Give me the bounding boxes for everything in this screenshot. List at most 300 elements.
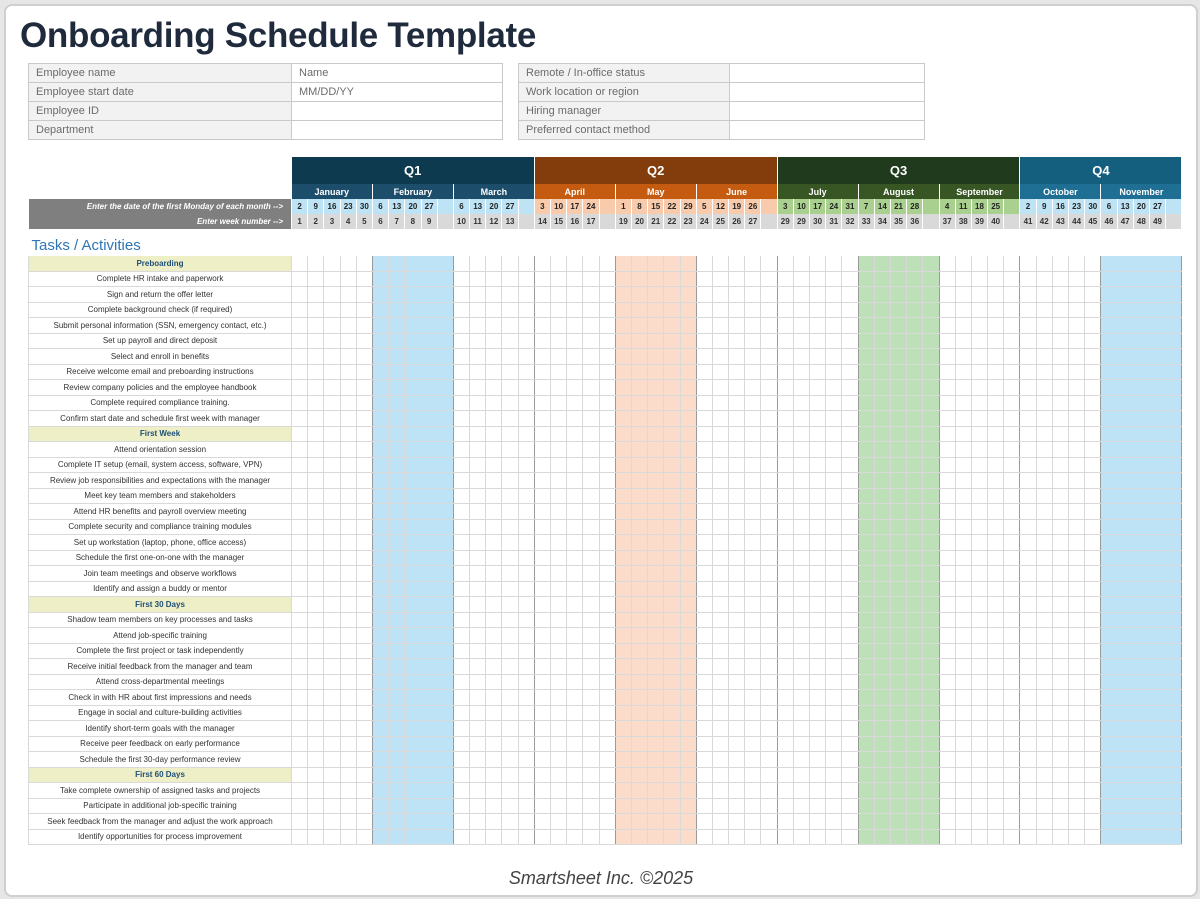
timeline-cell[interactable] <box>761 318 777 334</box>
timeline-cell[interactable] <box>826 488 842 504</box>
task-label[interactable]: Attend job-specific training <box>29 628 292 644</box>
timeline-cell[interactable] <box>1085 612 1101 628</box>
week-number-cell[interactable]: 17 <box>583 214 599 229</box>
timeline-cell[interactable] <box>907 829 923 845</box>
timeline-cell[interactable] <box>1133 783 1149 799</box>
timeline-cell[interactable] <box>729 442 745 458</box>
timeline-cell[interactable] <box>567 442 583 458</box>
timeline-cell[interactable] <box>470 519 486 535</box>
timeline-cell[interactable] <box>389 721 405 737</box>
timeline-cell[interactable] <box>696 783 712 799</box>
week-number-cell[interactable]: 30 <box>810 214 826 229</box>
timeline-cell[interactable] <box>923 628 939 644</box>
timeline-cell[interactable] <box>890 473 906 489</box>
timeline-cell[interactable] <box>421 442 437 458</box>
timeline-cell[interactable] <box>988 256 1004 271</box>
timeline-cell[interactable] <box>890 581 906 597</box>
timeline-cell[interactable] <box>907 752 923 768</box>
timeline-cell[interactable] <box>292 271 308 287</box>
timeline-cell[interactable] <box>858 783 874 799</box>
timeline-cell[interactable] <box>955 504 971 520</box>
timeline-cell[interactable] <box>874 736 890 752</box>
timeline-cell[interactable] <box>810 550 826 566</box>
timeline-cell[interactable] <box>1085 426 1101 442</box>
week-number-cell[interactable]: 40 <box>988 214 1004 229</box>
timeline-cell[interactable] <box>988 442 1004 458</box>
timeline-cell[interactable] <box>907 643 923 659</box>
timeline-cell[interactable] <box>712 411 728 427</box>
timeline-cell[interactable] <box>356 271 372 287</box>
timeline-cell[interactable] <box>437 829 453 845</box>
timeline-cell[interactable] <box>518 674 534 690</box>
timeline-cell[interactable] <box>1133 690 1149 706</box>
timeline-cell[interactable] <box>1069 256 1085 271</box>
timeline-cell[interactable] <box>955 457 971 473</box>
timeline-cell[interactable] <box>631 783 647 799</box>
employee-info-value-field[interactable] <box>292 102 503 121</box>
timeline-cell[interactable] <box>923 721 939 737</box>
timeline-cell[interactable] <box>955 829 971 845</box>
timeline-cell[interactable] <box>518 318 534 334</box>
timeline-cell[interactable] <box>405 550 421 566</box>
timeline-cell[interactable] <box>1036 798 1052 814</box>
timeline-cell[interactable] <box>308 395 324 411</box>
timeline-cell[interactable] <box>405 287 421 303</box>
timeline-cell[interactable] <box>421 426 437 442</box>
timeline-cell[interactable] <box>939 628 955 644</box>
timeline-cell[interactable] <box>826 411 842 427</box>
timeline-cell[interactable] <box>1117 535 1133 551</box>
timeline-cell[interactable] <box>502 395 518 411</box>
timeline-cell[interactable] <box>567 364 583 380</box>
timeline-cell[interactable] <box>551 380 567 396</box>
timeline-cell[interactable] <box>810 333 826 349</box>
timeline-cell[interactable] <box>858 628 874 644</box>
timeline-cell[interactable] <box>470 380 486 396</box>
week-number-cell[interactable]: 34 <box>874 214 890 229</box>
timeline-cell[interactable] <box>583 473 599 489</box>
timeline-cell[interactable] <box>292 550 308 566</box>
timeline-cell[interactable] <box>389 318 405 334</box>
timeline-cell[interactable] <box>955 395 971 411</box>
timeline-cell[interactable] <box>372 721 388 737</box>
week-number-cell[interactable]: 24 <box>696 214 712 229</box>
timeline-cell[interactable] <box>486 380 502 396</box>
timeline-cell[interactable] <box>907 721 923 737</box>
timeline-cell[interactable] <box>486 705 502 721</box>
timeline-cell[interactable] <box>356 721 372 737</box>
timeline-cell[interactable] <box>356 287 372 303</box>
monday-date-cell[interactable]: 6 <box>1101 199 1117 214</box>
timeline-cell[interactable] <box>292 318 308 334</box>
timeline-cell[interactable] <box>551 287 567 303</box>
timeline-cell[interactable] <box>939 535 955 551</box>
task-label[interactable]: Meet key team members and stakeholders <box>29 488 292 504</box>
timeline-cell[interactable] <box>907 287 923 303</box>
timeline-cell[interactable] <box>890 597 906 613</box>
timeline-cell[interactable] <box>955 442 971 458</box>
timeline-cell[interactable] <box>470 752 486 768</box>
timeline-cell[interactable] <box>712 798 728 814</box>
timeline-cell[interactable] <box>696 736 712 752</box>
timeline-cell[interactable] <box>890 721 906 737</box>
timeline-cell[interactable] <box>551 767 567 783</box>
timeline-cell[interactable] <box>1101 364 1117 380</box>
timeline-cell[interactable] <box>1052 535 1068 551</box>
week-number-cell[interactable]: 2 <box>308 214 324 229</box>
timeline-cell[interactable] <box>405 767 421 783</box>
timeline-cell[interactable] <box>842 426 858 442</box>
timeline-cell[interactable] <box>923 752 939 768</box>
timeline-cell[interactable] <box>324 783 340 799</box>
timeline-cell[interactable] <box>534 597 550 613</box>
timeline-cell[interactable] <box>470 333 486 349</box>
timeline-cell[interactable] <box>631 798 647 814</box>
timeline-cell[interactable] <box>874 705 890 721</box>
timeline-cell[interactable] <box>340 612 356 628</box>
timeline-cell[interactable] <box>1149 271 1165 287</box>
timeline-cell[interactable] <box>1052 674 1068 690</box>
timeline-cell[interactable] <box>1052 302 1068 318</box>
timeline-cell[interactable] <box>729 380 745 396</box>
timeline-cell[interactable] <box>356 705 372 721</box>
task-label[interactable]: Attend HR benefits and payroll overview meeting <box>29 504 292 520</box>
timeline-cell[interactable] <box>551 628 567 644</box>
timeline-cell[interactable] <box>405 798 421 814</box>
timeline-cell[interactable] <box>324 287 340 303</box>
timeline-cell[interactable] <box>664 442 680 458</box>
timeline-cell[interactable] <box>292 752 308 768</box>
timeline-cell[interactable] <box>405 721 421 737</box>
timeline-cell[interactable] <box>534 705 550 721</box>
timeline-cell[interactable] <box>939 426 955 442</box>
timeline-cell[interactable] <box>292 504 308 520</box>
timeline-cell[interactable] <box>745 271 761 287</box>
timeline-cell[interactable] <box>615 364 631 380</box>
timeline-cell[interactable] <box>712 767 728 783</box>
timeline-cell[interactable] <box>470 721 486 737</box>
timeline-cell[interactable] <box>599 442 615 458</box>
timeline-cell[interactable] <box>712 736 728 752</box>
timeline-cell[interactable] <box>971 380 987 396</box>
timeline-cell[interactable] <box>664 535 680 551</box>
week-number-cell[interactable]: 43 <box>1052 214 1068 229</box>
timeline-cell[interactable] <box>988 457 1004 473</box>
timeline-cell[interactable] <box>437 271 453 287</box>
timeline-cell[interactable] <box>1133 333 1149 349</box>
timeline-cell[interactable] <box>907 380 923 396</box>
timeline-cell[interactable] <box>437 349 453 365</box>
timeline-cell[interactable] <box>1117 674 1133 690</box>
timeline-cell[interactable] <box>745 535 761 551</box>
timeline-cell[interactable] <box>437 597 453 613</box>
timeline-cell[interactable] <box>470 798 486 814</box>
timeline-cell[interactable] <box>988 736 1004 752</box>
section-label[interactable]: First 30 Days <box>29 597 292 613</box>
timeline-cell[interactable] <box>615 597 631 613</box>
timeline-cell[interactable] <box>567 597 583 613</box>
timeline-cell[interactable] <box>890 674 906 690</box>
timeline-cell[interactable] <box>453 318 469 334</box>
timeline-cell[interactable] <box>1036 643 1052 659</box>
timeline-cell[interactable] <box>664 256 680 271</box>
timeline-cell[interactable] <box>453 767 469 783</box>
timeline-cell[interactable] <box>437 767 453 783</box>
timeline-cell[interactable] <box>761 690 777 706</box>
timeline-cell[interactable] <box>712 519 728 535</box>
timeline-cell[interactable] <box>1101 674 1117 690</box>
timeline-cell[interactable] <box>1085 783 1101 799</box>
timeline-cell[interactable] <box>502 597 518 613</box>
timeline-cell[interactable] <box>292 581 308 597</box>
timeline-cell[interactable] <box>761 550 777 566</box>
timeline-cell[interactable] <box>664 643 680 659</box>
timeline-cell[interactable] <box>696 519 712 535</box>
timeline-cell[interactable] <box>1117 411 1133 427</box>
timeline-cell[interactable] <box>1117 814 1133 830</box>
timeline-cell[interactable] <box>793 690 809 706</box>
timeline-cell[interactable] <box>372 411 388 427</box>
timeline-cell[interactable] <box>745 705 761 721</box>
timeline-cell[interactable] <box>599 674 615 690</box>
timeline-cell[interactable] <box>1166 628 1182 644</box>
timeline-cell[interactable] <box>567 659 583 675</box>
timeline-cell[interactable] <box>793 628 809 644</box>
timeline-cell[interactable] <box>453 519 469 535</box>
timeline-cell[interactable] <box>631 287 647 303</box>
timeline-cell[interactable] <box>971 597 987 613</box>
timeline-cell[interactable] <box>745 395 761 411</box>
timeline-cell[interactable] <box>615 333 631 349</box>
timeline-cell[interactable] <box>1036 829 1052 845</box>
timeline-cell[interactable] <box>664 566 680 582</box>
timeline-cell[interactable] <box>939 473 955 489</box>
timeline-cell[interactable] <box>874 767 890 783</box>
timeline-cell[interactable] <box>729 566 745 582</box>
timeline-cell[interactable] <box>308 411 324 427</box>
timeline-cell[interactable] <box>1020 318 1036 334</box>
timeline-cell[interactable] <box>712 566 728 582</box>
timeline-cell[interactable] <box>372 504 388 520</box>
timeline-cell[interactable] <box>405 612 421 628</box>
timeline-cell[interactable] <box>890 364 906 380</box>
timeline-cell[interactable] <box>421 581 437 597</box>
timeline-cell[interactable] <box>907 302 923 318</box>
timeline-cell[interactable] <box>1052 597 1068 613</box>
timeline-cell[interactable] <box>664 612 680 628</box>
timeline-cell[interactable] <box>955 426 971 442</box>
task-label[interactable]: Identify opportunities for process improvement <box>29 829 292 845</box>
task-label[interactable]: Receive initial feedback from the manager and team <box>29 659 292 675</box>
timeline-cell[interactable] <box>1101 705 1117 721</box>
timeline-cell[interactable] <box>826 504 842 520</box>
timeline-cell[interactable] <box>308 798 324 814</box>
task-label[interactable]: Complete IT setup (email, system access, software, VPN) <box>29 457 292 473</box>
timeline-cell[interactable] <box>567 256 583 271</box>
timeline-cell[interactable] <box>874 519 890 535</box>
timeline-cell[interactable] <box>631 566 647 582</box>
timeline-cell[interactable] <box>340 426 356 442</box>
timeline-cell[interactable] <box>1117 736 1133 752</box>
timeline-cell[interactable] <box>1036 612 1052 628</box>
timeline-cell[interactable] <box>502 271 518 287</box>
timeline-cell[interactable] <box>551 705 567 721</box>
timeline-cell[interactable] <box>502 349 518 365</box>
timeline-cell[interactable] <box>1085 411 1101 427</box>
timeline-cell[interactable] <box>712 643 728 659</box>
timeline-cell[interactable] <box>712 473 728 489</box>
timeline-cell[interactable] <box>583 566 599 582</box>
timeline-cell[interactable] <box>1133 302 1149 318</box>
timeline-cell[interactable] <box>1133 798 1149 814</box>
timeline-cell[interactable] <box>1101 411 1117 427</box>
timeline-cell[interactable] <box>842 473 858 489</box>
timeline-cell[interactable] <box>971 287 987 303</box>
timeline-cell[interactable] <box>453 395 469 411</box>
timeline-cell[interactable] <box>308 333 324 349</box>
timeline-cell[interactable] <box>777 829 793 845</box>
timeline-cell[interactable] <box>292 597 308 613</box>
timeline-cell[interactable] <box>1020 814 1036 830</box>
timeline-cell[interactable] <box>777 504 793 520</box>
timeline-cell[interactable] <box>1004 721 1020 737</box>
timeline-cell[interactable] <box>534 442 550 458</box>
timeline-cell[interactable] <box>907 581 923 597</box>
timeline-cell[interactable] <box>1166 581 1182 597</box>
week-number-cell[interactable]: 45 <box>1085 214 1101 229</box>
timeline-cell[interactable] <box>534 411 550 427</box>
timeline-cell[interactable] <box>890 535 906 551</box>
timeline-cell[interactable] <box>988 798 1004 814</box>
timeline-cell[interactable] <box>971 736 987 752</box>
timeline-cell[interactable] <box>1052 581 1068 597</box>
timeline-cell[interactable] <box>874 380 890 396</box>
timeline-cell[interactable] <box>1020 535 1036 551</box>
timeline-cell[interactable] <box>890 829 906 845</box>
timeline-cell[interactable] <box>551 457 567 473</box>
week-number-cell[interactable]: 49 <box>1149 214 1165 229</box>
timeline-cell[interactable] <box>955 349 971 365</box>
timeline-cell[interactable] <box>453 581 469 597</box>
timeline-cell[interactable] <box>518 581 534 597</box>
timeline-cell[interactable] <box>712 829 728 845</box>
timeline-cell[interactable] <box>1085 442 1101 458</box>
timeline-cell[interactable] <box>470 318 486 334</box>
timeline-cell[interactable] <box>389 752 405 768</box>
timeline-cell[interactable] <box>599 597 615 613</box>
timeline-cell[interactable] <box>470 767 486 783</box>
timeline-cell[interactable] <box>534 287 550 303</box>
timeline-cell[interactable] <box>842 783 858 799</box>
timeline-cell[interactable] <box>874 566 890 582</box>
timeline-cell[interactable] <box>842 333 858 349</box>
timeline-cell[interactable] <box>470 736 486 752</box>
timeline-cell[interactable] <box>340 519 356 535</box>
timeline-cell[interactable] <box>421 767 437 783</box>
timeline-cell[interactable] <box>874 597 890 613</box>
timeline-cell[interactable] <box>1036 364 1052 380</box>
timeline-cell[interactable] <box>372 581 388 597</box>
timeline-cell[interactable] <box>470 442 486 458</box>
timeline-cell[interactable] <box>1069 783 1085 799</box>
timeline-cell[interactable] <box>729 612 745 628</box>
timeline-cell[interactable] <box>907 705 923 721</box>
timeline-cell[interactable] <box>1020 333 1036 349</box>
timeline-cell[interactable] <box>680 364 696 380</box>
timeline-cell[interactable] <box>308 302 324 318</box>
timeline-cell[interactable] <box>1036 349 1052 365</box>
timeline-cell[interactable] <box>1069 302 1085 318</box>
timeline-cell[interactable] <box>421 364 437 380</box>
timeline-cell[interactable] <box>745 767 761 783</box>
timeline-cell[interactable] <box>923 705 939 721</box>
timeline-cell[interactable] <box>648 442 664 458</box>
timeline-cell[interactable] <box>453 566 469 582</box>
timeline-cell[interactable] <box>470 659 486 675</box>
timeline-cell[interactable] <box>842 364 858 380</box>
timeline-cell[interactable] <box>1149 814 1165 830</box>
timeline-cell[interactable] <box>1133 256 1149 271</box>
timeline-cell[interactable] <box>777 535 793 551</box>
timeline-cell[interactable] <box>1166 814 1182 830</box>
timeline-cell[interactable] <box>486 349 502 365</box>
timeline-cell[interactable] <box>1133 736 1149 752</box>
timeline-cell[interactable] <box>356 597 372 613</box>
timeline-cell[interactable] <box>1036 519 1052 535</box>
timeline-cell[interactable] <box>1101 612 1117 628</box>
timeline-cell[interactable] <box>340 364 356 380</box>
timeline-cell[interactable] <box>826 814 842 830</box>
timeline-cell[interactable] <box>518 659 534 675</box>
timeline-cell[interactable] <box>1117 767 1133 783</box>
timeline-cell[interactable] <box>1149 333 1165 349</box>
timeline-cell[interactable] <box>534 349 550 365</box>
timeline-cell[interactable] <box>1117 690 1133 706</box>
timeline-cell[interactable] <box>793 504 809 520</box>
timeline-cell[interactable] <box>777 380 793 396</box>
timeline-cell[interactable] <box>1036 550 1052 566</box>
timeline-cell[interactable] <box>1036 736 1052 752</box>
timeline-cell[interactable] <box>518 783 534 799</box>
timeline-cell[interactable] <box>923 519 939 535</box>
timeline-cell[interactable] <box>615 271 631 287</box>
timeline-cell[interactable] <box>372 473 388 489</box>
timeline-cell[interactable] <box>988 612 1004 628</box>
timeline-cell[interactable] <box>890 271 906 287</box>
timeline-cell[interactable] <box>518 271 534 287</box>
timeline-cell[interactable] <box>939 333 955 349</box>
timeline-cell[interactable] <box>324 256 340 271</box>
timeline-cell[interactable] <box>874 829 890 845</box>
week-number-cell[interactable]: 27 <box>745 214 761 229</box>
timeline-cell[interactable] <box>890 643 906 659</box>
timeline-cell[interactable] <box>712 504 728 520</box>
timeline-cell[interactable] <box>955 721 971 737</box>
timeline-cell[interactable] <box>1149 783 1165 799</box>
timeline-cell[interactable] <box>324 535 340 551</box>
timeline-cell[interactable] <box>793 597 809 613</box>
timeline-cell[interactable] <box>372 783 388 799</box>
employee-info-value-field[interactable]: Name <box>292 64 503 83</box>
timeline-cell[interactable] <box>372 767 388 783</box>
timeline-cell[interactable] <box>405 581 421 597</box>
timeline-cell[interactable] <box>437 581 453 597</box>
timeline-cell[interactable] <box>583 659 599 675</box>
timeline-cell[interactable] <box>583 302 599 318</box>
timeline-cell[interactable] <box>551 473 567 489</box>
timeline-cell[interactable] <box>793 318 809 334</box>
timeline-cell[interactable] <box>1117 271 1133 287</box>
